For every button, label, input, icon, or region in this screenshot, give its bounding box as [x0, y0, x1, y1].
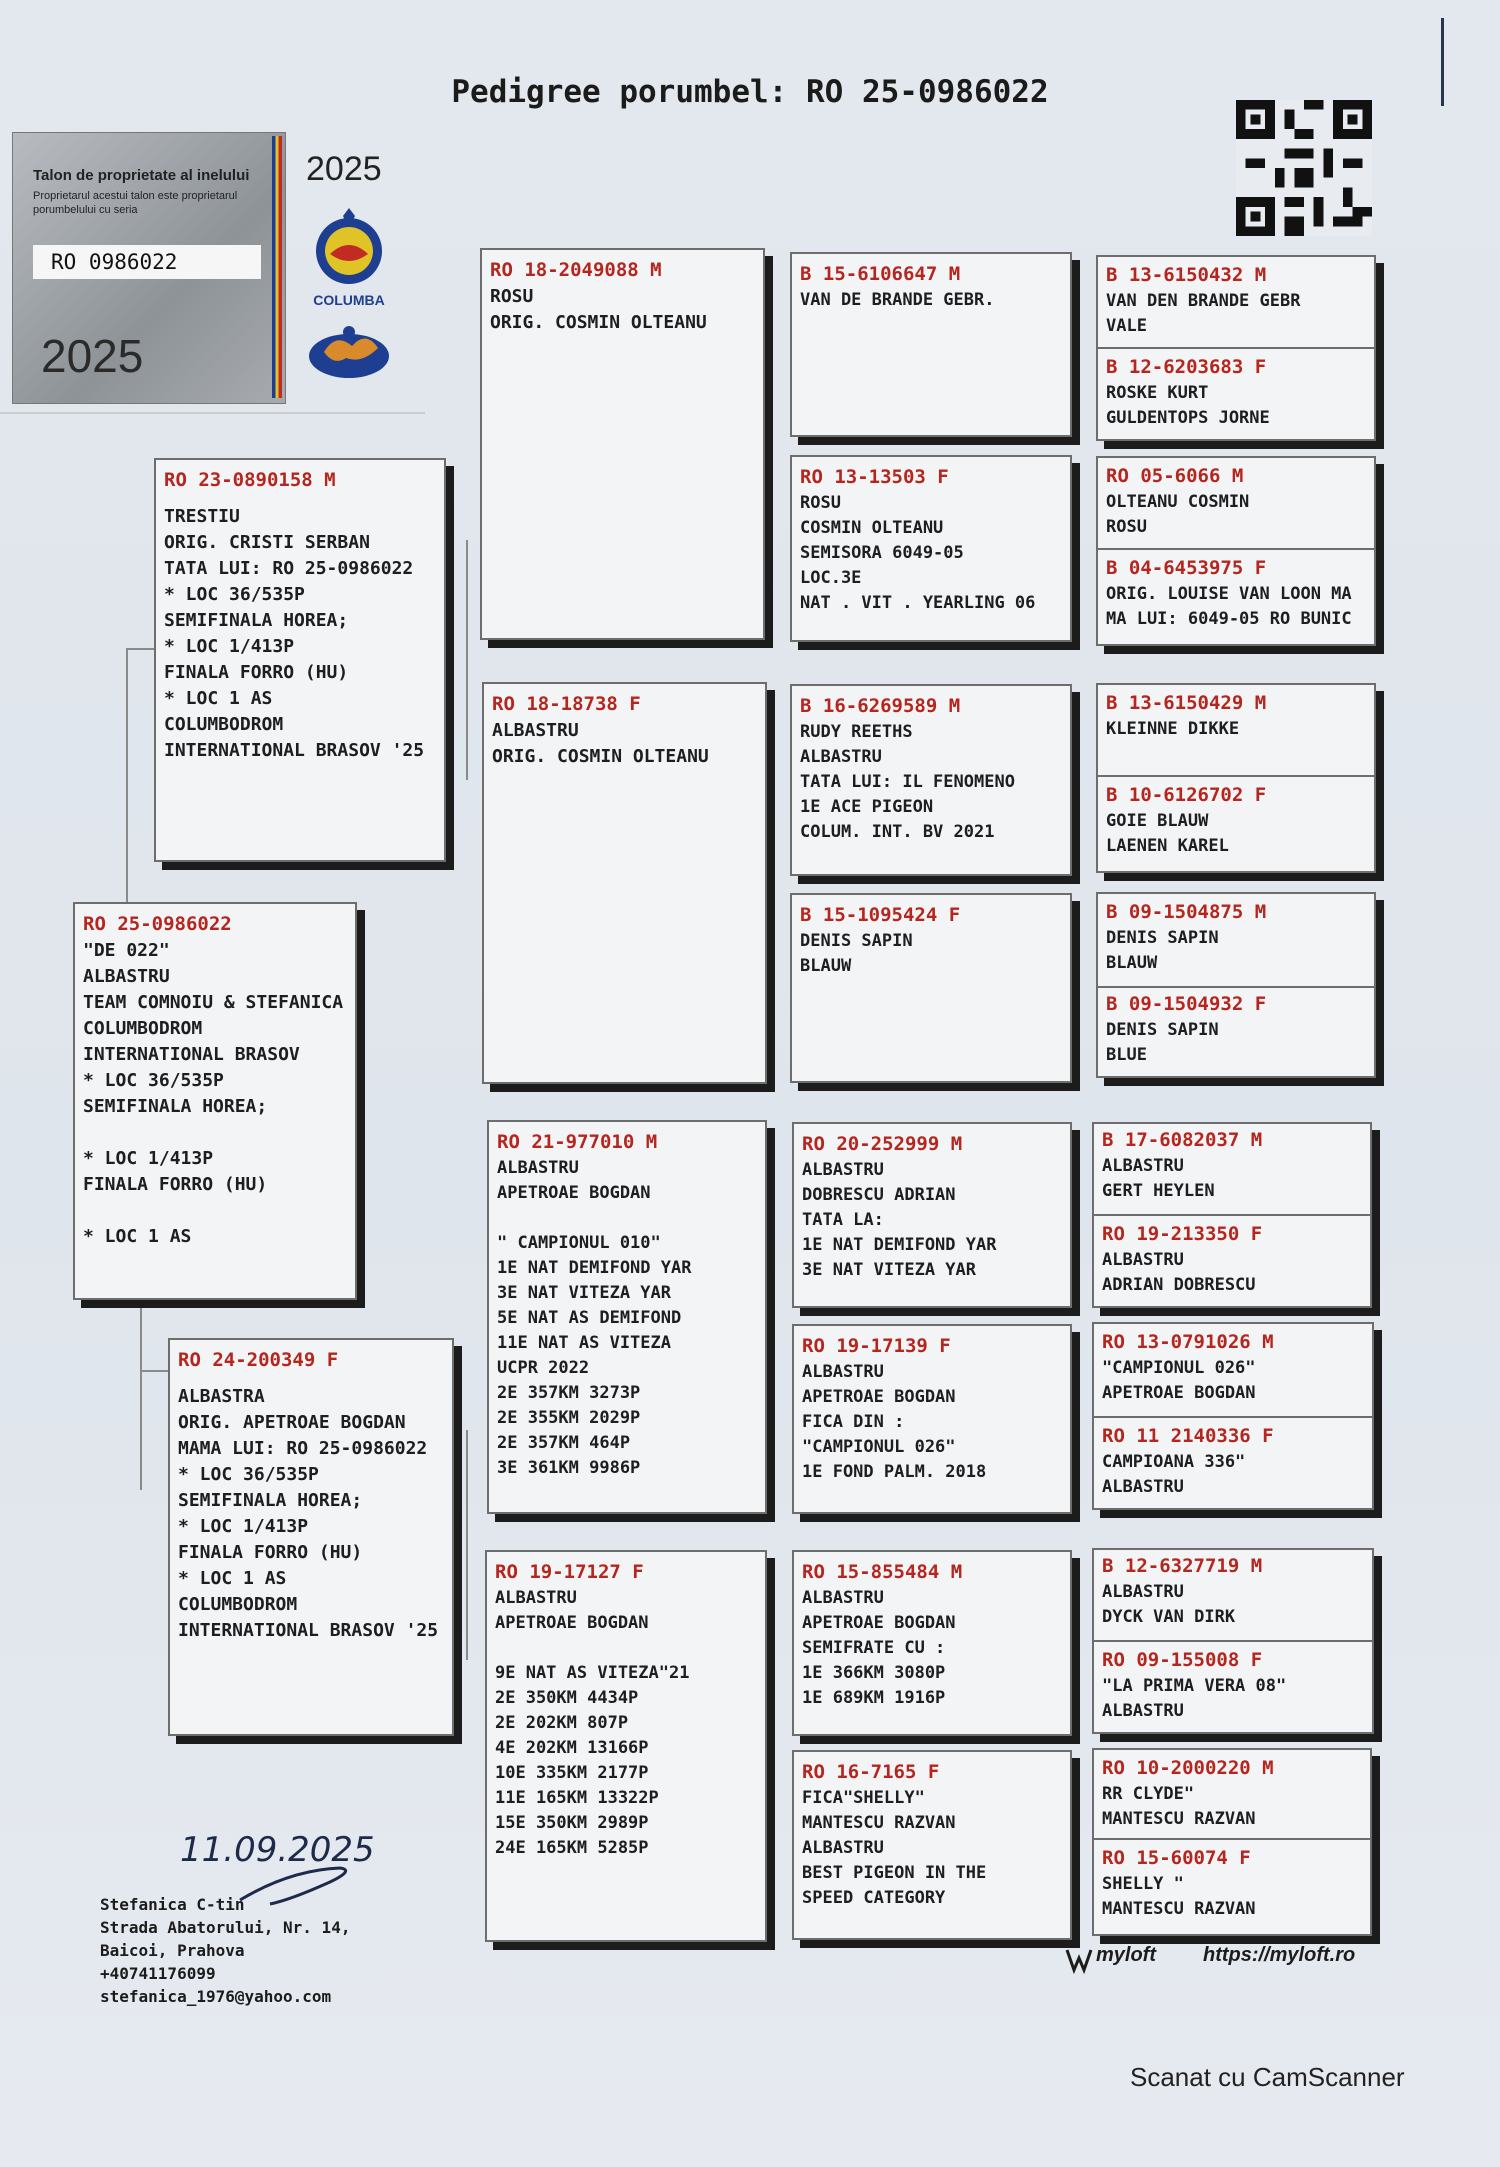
- connector-line: [140, 1370, 170, 1372]
- detail-line: RUDY REETHS: [800, 722, 913, 742]
- pair-divider: [1098, 548, 1374, 550]
- pigeon-card-gg5: [792, 1122, 1072, 1308]
- detail-line: APETROAE BOGDAN: [497, 1183, 651, 1203]
- detail-line: MAMA LUI: RO 25-0986022: [178, 1438, 428, 1459]
- pigeon-card-gg4: [790, 893, 1072, 1083]
- ring-number: RO 21-977010 M: [497, 1131, 658, 1153]
- detail-line: * LOC 1 AS: [178, 1568, 287, 1589]
- ring-number: B 17-6082037 M: [1102, 1129, 1263, 1151]
- pigeon-pair-ggg5: [1092, 1122, 1372, 1308]
- ring-number: RO 13-0791026 M: [1102, 1331, 1274, 1353]
- pigeon-entry-female: [1106, 554, 1366, 632]
- detail-line: ORIG. APETROAE BOGDAN: [178, 1412, 406, 1433]
- detail-line: GERT HEYLEN: [1102, 1181, 1215, 1201]
- ring-number: RO 15-60074 F: [1102, 1847, 1251, 1869]
- detail-line: SEMIFINALA HOREA;: [178, 1490, 363, 1511]
- myloft-brand: myloft: [1096, 1944, 1156, 1966]
- detail-line: * LOC 1 AS: [164, 688, 273, 709]
- detail-line: ALBASTRU: [1102, 1582, 1184, 1602]
- pigeon-entry-male: [1102, 1126, 1362, 1204]
- romania-flag-strip: [272, 136, 282, 398]
- detail-line: [83, 1198, 347, 1224]
- detail-line: INTERNATIONAL BRASOV: [83, 1044, 300, 1065]
- detail-line: VAN DEN BRANDE GEBR: [1106, 291, 1301, 311]
- pigeon-entry-male: [1102, 1328, 1364, 1406]
- detail-line: 1E FOND PALM. 2018: [802, 1462, 987, 1482]
- contact-name: Stefanica C-tin: [100, 1895, 245, 1914]
- qr-code-icon: [1234, 100, 1374, 236]
- detail-line: GOIE BLAUW: [1106, 811, 1209, 831]
- detail-line: DOBRESCU ADRIAN: [802, 1185, 956, 1205]
- detail-line: * LOC 1/413P: [178, 1516, 309, 1537]
- detail-line: TRESTIU: [164, 506, 240, 527]
- detail-line: TATA LUI: IL FENOMENO: [800, 772, 1015, 792]
- detail-line: MANTESCU RAZVAN: [1102, 1809, 1256, 1829]
- detail-line: TATA LA:: [802, 1210, 884, 1230]
- talon-ring-number: RO 0986022: [33, 245, 261, 279]
- pair-divider: [1098, 986, 1374, 988]
- detail-line: VALE: [1106, 316, 1147, 336]
- detail-line: COLUMBODROM: [83, 1018, 203, 1039]
- ring-number: RO 19-17127 F: [495, 1561, 644, 1583]
- detail-line: 1E 689KM 1916P: [802, 1688, 946, 1708]
- ring-number: RO 20-252999 M: [802, 1133, 963, 1155]
- detail-line: COLUMBODROM: [178, 1594, 298, 1615]
- ring-number: RO 18-2049088 M: [490, 259, 662, 281]
- pigeon-entry-male: [1106, 462, 1366, 540]
- pigeon-card-g1: [480, 248, 765, 640]
- pigeon-pair-ggg7: [1092, 1548, 1374, 1734]
- detail-line: * LOC 1 AS: [83, 1226, 192, 1247]
- detail-line: BLUE: [1106, 1045, 1147, 1065]
- detail-line: ROSKE KURT: [1106, 383, 1209, 403]
- talon-year: 2025: [41, 330, 144, 382]
- detail-line: CAMPIOANA 336": [1102, 1452, 1246, 1472]
- connector-line: [466, 540, 468, 780]
- detail-line: FICA"SHELLY": [802, 1788, 925, 1808]
- federation-logo-icon: [306, 322, 392, 380]
- detail-line: 2E 357KM 3273P: [497, 1383, 641, 1403]
- detail-line: TATA LUI: RO 25-0986022: [164, 558, 414, 579]
- myloft-url[interactable]: https://myloft.ro: [1203, 1944, 1356, 1966]
- detail-line: DENIS SAPIN: [800, 931, 913, 951]
- detail-line: SEMIFRATE CU :: [802, 1638, 946, 1658]
- talon-subtext: Proprietarul acestui talon este proprietarul porumbelului cu seria: [33, 190, 238, 216]
- detail-line: FINALA FORRO (HU): [164, 662, 349, 683]
- pigeon-card-gg8: [792, 1750, 1072, 1940]
- detail-line: ALBASTRU: [492, 720, 579, 741]
- detail-line: GULDENTOPS JORNE: [1106, 408, 1270, 428]
- ring-number: B 12-6203683 F: [1106, 356, 1267, 378]
- detail-line: FINALA FORRO (HU): [178, 1542, 363, 1563]
- detail-line: ALBASTRU: [495, 1588, 577, 1608]
- pigeon-pair-ggg6: [1092, 1322, 1374, 1510]
- detail-line: UCPR 2022: [497, 1358, 590, 1378]
- detail-line: APETROAE BOGDAN: [802, 1613, 956, 1633]
- ring-number: B 16-6269589 M: [800, 695, 961, 717]
- pigeon-card-dam: [168, 1338, 454, 1736]
- detail-line: DYCK VAN DIRK: [1102, 1607, 1236, 1627]
- detail-line: ORIG. LOUISE VAN LOON MA: [1106, 584, 1352, 604]
- detail-line: KLEINNE DIKKE: [1106, 719, 1240, 739]
- detail-line: MA LUI: 6049-05 RO BUNIC: [1106, 609, 1352, 629]
- pigeon-card-g3: [487, 1120, 767, 1514]
- ring-number: RO 09-155008 F: [1102, 1649, 1263, 1671]
- detail-line: " CAMPIONUL 010": [497, 1233, 661, 1253]
- contact-street: Strada Abatorului, Nr. 14,: [100, 1918, 351, 1937]
- pair-divider: [1094, 1838, 1370, 1840]
- subject-details: [83, 938, 347, 1250]
- columba-logo-label: COLUMBA: [313, 292, 385, 308]
- pigeon-card-g4: [485, 1550, 767, 1942]
- pigeon-card-gg6: [792, 1324, 1072, 1514]
- pigeon-pair-ggg3: [1096, 683, 1376, 873]
- detail-line: COLUM. INT. BV 2021: [800, 822, 995, 842]
- detail-line: APETROAE BOGDAN: [495, 1613, 649, 1633]
- pigeon-pair-ggg4: [1096, 892, 1376, 1078]
- detail-line: 5E NAT AS DEMIFOND: [497, 1308, 682, 1328]
- detail-line: ALBASTRU: [802, 1588, 884, 1608]
- contact-email: stefanica_1976@yahoo.com: [100, 1987, 332, 2006]
- pigeon-pair-ggg2: [1096, 456, 1376, 646]
- detail-line: ALBASTRU: [1102, 1156, 1184, 1176]
- detail-line: BLAUW: [800, 956, 852, 976]
- detail-line: 1E ACE PIGEON: [800, 797, 934, 817]
- detail-line: 2E 202KM 807P: [495, 1713, 629, 1733]
- detail-line: INTERNATIONAL BRASOV '25: [164, 740, 425, 761]
- detail-line: 1E NAT DEMIFOND YAR: [497, 1258, 692, 1278]
- pigeon-card-gg3: [790, 684, 1072, 876]
- detail-line: INTERNATIONAL BRASOV '25: [178, 1620, 439, 1641]
- pigeon-pair-ggg1: [1096, 255, 1376, 441]
- connector-line: [466, 1430, 468, 1660]
- ring-number: B 13-6150432 M: [1106, 264, 1267, 286]
- ring-number: RO 13-13503 F: [800, 466, 949, 488]
- pigeon-entry-male: [1102, 1552, 1364, 1630]
- detail-line: 1E NAT DEMIFOND YAR: [802, 1235, 997, 1255]
- detail-line: TEAM COMNOIU & STEFANICA: [83, 992, 344, 1013]
- connector-line: [126, 648, 128, 908]
- pair-divider: [1098, 347, 1374, 349]
- detail-line: 2E 357KM 464P: [497, 1433, 631, 1453]
- pigeon-card-gg1: [790, 252, 1072, 437]
- pair-divider: [1098, 775, 1374, 777]
- handwritten-date: 11.09.2025: [180, 1830, 375, 1870]
- pigeon-entry-male: [1102, 1754, 1362, 1832]
- detail-line: ROSU: [800, 493, 841, 513]
- detail-line: APETROAE BOGDAN: [1102, 1383, 1256, 1403]
- detail-line: [495, 1636, 757, 1661]
- detail-line: APETROAE BOGDAN: [802, 1387, 956, 1407]
- pair-divider: [1094, 1416, 1372, 1418]
- pigeon-card-gg2: [790, 455, 1072, 642]
- detail-line: * LOC 36/535P: [83, 1070, 224, 1091]
- pigeon-entry-female: [1102, 1646, 1364, 1724]
- detail-line: 11E 165KM 13322P: [495, 1788, 659, 1808]
- pigeon-entry-female: [1106, 353, 1366, 431]
- detail-line: * LOC 36/535P: [164, 584, 305, 605]
- ring-number: RO 05-6066 M: [1106, 465, 1244, 487]
- talon-divider: [0, 412, 425, 414]
- detail-line: COSMIN OLTEANU: [800, 518, 944, 538]
- detail-line: FICA DIN :: [802, 1412, 905, 1432]
- detail-line: * LOC 1/413P: [83, 1148, 214, 1169]
- detail-line: "LA PRIMA VERA 08": [1102, 1676, 1287, 1696]
- detail-line: LAENEN KAREL: [1106, 836, 1229, 856]
- detail-line: VAN DE BRANDE GEBR.: [800, 290, 995, 310]
- detail-line: ALBASTRU: [802, 1362, 884, 1382]
- detail-line: ALBASTRU: [800, 747, 882, 767]
- talon-year-right: 2025: [306, 150, 382, 188]
- detail-line: RR CLYDE": [1102, 1784, 1195, 1804]
- detail-line: "DE 022": [83, 940, 170, 961]
- pair-divider: [1094, 1214, 1370, 1216]
- ring-number: RO 25-0986022: [83, 913, 232, 935]
- detail-line: "CAMPIONUL 026": [1102, 1358, 1256, 1378]
- detail-line: 4E 202KM 13166P: [495, 1738, 649, 1758]
- detail-line: 15E 350KM 2989P: [495, 1813, 649, 1833]
- pigeon-entry-male: [1106, 689, 1366, 742]
- ring-number: RO 19-17139 F: [802, 1335, 951, 1357]
- detail-line: MANTESCU RAZVAN: [802, 1813, 956, 1833]
- detail-line: ALBASTRU: [83, 966, 170, 987]
- ring-number: RO 15-855484 M: [802, 1561, 963, 1583]
- detail-line: [497, 1206, 757, 1231]
- ring-number: B 10-6126702 F: [1106, 784, 1267, 806]
- detail-line: 3E NAT VITEZA YAR: [497, 1283, 671, 1303]
- detail-line: BEST PIGEON IN THE: [802, 1863, 987, 1883]
- detail-line: OLTEANU COSMIN: [1106, 492, 1250, 512]
- detail-line: 1E 366KM 3080P: [802, 1663, 946, 1683]
- pigeon-entry-female: [1106, 781, 1366, 859]
- connector-line: [126, 648, 156, 650]
- detail-line: 2E 355KM 2029P: [497, 1408, 641, 1428]
- myloft-logo-icon: [1064, 1944, 1094, 1974]
- ring-number: B 04-6453975 F: [1106, 557, 1267, 579]
- detail-line: 10E 335KM 2177P: [495, 1763, 649, 1783]
- detail-line: 3E NAT VITEZA YAR: [802, 1260, 976, 1280]
- pigeon-card-sire: [154, 458, 446, 862]
- columba-logo-icon: [308, 206, 390, 288]
- detail-line: ALBASTRU: [497, 1158, 579, 1178]
- detail-line: 2E 350KM 4434P: [495, 1688, 639, 1708]
- ring-number: RO 16-7165 F: [802, 1761, 940, 1783]
- ring-number: RO 23-0890158 M: [164, 469, 336, 491]
- detail-line: 3E 361KM 9986P: [497, 1458, 641, 1478]
- ring-number: B 13-6150429 M: [1106, 692, 1267, 714]
- pigeon-card-g2: [482, 682, 767, 1084]
- detail-line: ORIG. CRISTI SERBAN: [164, 532, 370, 553]
- pair-divider: [1094, 1640, 1372, 1642]
- ring-talon: [12, 132, 286, 404]
- page-title: Pedigree porumbel: RO 25-0986022: [451, 74, 1049, 110]
- detail-line: DENIS SAPIN: [1106, 1020, 1219, 1040]
- detail-line: ALBASTRU: [802, 1160, 884, 1180]
- detail-line: ROSU: [490, 286, 534, 307]
- talon-heading: Talon de proprietate al inelului: [33, 167, 250, 184]
- detail-line: 24E 165KM 5285P: [495, 1838, 649, 1858]
- detail-line: * LOC 36/535P: [178, 1464, 319, 1485]
- detail-line: [83, 1120, 347, 1146]
- detail-line: 9E NAT AS VITEZA"21: [495, 1663, 690, 1683]
- detail-line: NAT . VIT . YEARLING 06: [800, 593, 1036, 613]
- ring-number: RO 19-213350 F: [1102, 1223, 1263, 1245]
- detail-line: LOC.3E: [800, 568, 862, 588]
- pigeon-entry-female: [1102, 1220, 1362, 1298]
- detail-line: DENIS SAPIN: [1106, 928, 1219, 948]
- detail-line: ADRIAN DOBRESCU: [1102, 1275, 1256, 1295]
- camscanner-watermark: Scanat cu CamScanner: [1130, 2062, 1405, 2092]
- pigeon-card-gg7: [792, 1550, 1072, 1736]
- detail-line: ALBASTRA: [178, 1386, 265, 1407]
- detail-line: ALBASTRU: [802, 1838, 884, 1858]
- ring-number: B 09-1504875 M: [1106, 901, 1267, 923]
- connector-line: [140, 1300, 142, 1490]
- detail-line: MANTESCU RAZVAN: [1102, 1899, 1256, 1919]
- ring-number: RO 24-200349 F: [178, 1349, 339, 1371]
- breeder-contact: [100, 1893, 350, 2008]
- detail-line: SHELLY ": [1102, 1874, 1184, 1894]
- detail-line: "CAMPIONUL 026": [802, 1437, 956, 1457]
- detail-line: BLAUW: [1106, 953, 1158, 973]
- ring-number: B 15-1095424 F: [800, 904, 961, 926]
- ring-number: B 09-1504932 F: [1106, 993, 1267, 1015]
- pigeon-entry-male: [1106, 261, 1366, 339]
- detail-line: ALBASTRU: [1102, 1701, 1184, 1721]
- detail-line: SEMISORA 6049-05: [800, 543, 964, 563]
- pigeon-entry-male: [1106, 898, 1366, 976]
- detail-line: SEMIFINALA HOREA;: [83, 1096, 268, 1117]
- detail-line: * LOC 1/413P: [164, 636, 295, 657]
- detail-line: ROSU: [1106, 517, 1147, 537]
- detail-line: ORIG. COSMIN OLTEANU: [492, 746, 709, 767]
- ring-number: B 12-6327719 M: [1102, 1555, 1263, 1577]
- pigeon-entry-female: [1102, 1422, 1364, 1500]
- detail-line: SPEED CATEGORY: [802, 1888, 946, 1908]
- pigeon-entry-female: [1102, 1844, 1362, 1922]
- ring-number: RO 11 2140336 F: [1102, 1425, 1274, 1447]
- detail-line: ALBASTRU: [1102, 1250, 1184, 1270]
- contact-phone: +40741176099: [100, 1964, 216, 1983]
- detail-line: ORIG. COSMIN OLTEANU: [490, 312, 707, 333]
- pigeon-pair-ggg8: [1092, 1748, 1372, 1936]
- pigeon-card-subject: [73, 902, 357, 1300]
- detail-line: SEMIFINALA HOREA;: [164, 610, 349, 631]
- contact-city: Baicoi, Prahova: [100, 1941, 245, 1960]
- ring-number: RO 10-2000220 M: [1102, 1757, 1274, 1779]
- ring-number: RO 18-18738 F: [492, 693, 641, 715]
- detail-line: COLUMBODROM: [164, 714, 284, 735]
- detail-line: FINALA FORRO (HU): [83, 1174, 268, 1195]
- detail-line: ALBASTRU: [1102, 1477, 1184, 1497]
- pigeon-entry-female: [1106, 990, 1366, 1068]
- ring-number: B 15-6106647 M: [800, 263, 961, 285]
- detail-line: 11E NAT AS VITEZA: [497, 1333, 671, 1353]
